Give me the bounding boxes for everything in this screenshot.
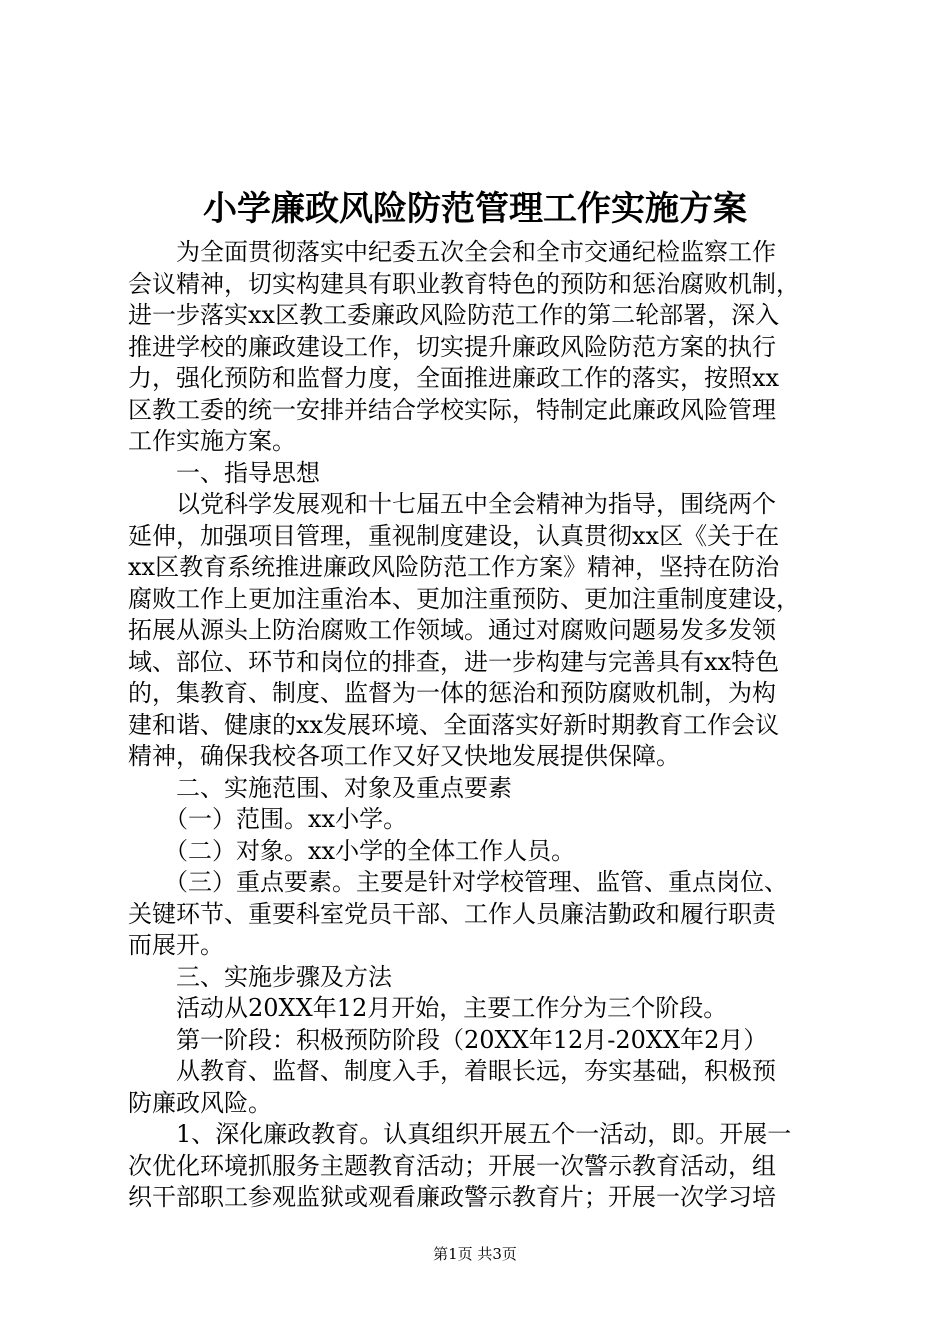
body-line: 力，强化预防和监督力度，全面推进廉政工作的落实，按照xx bbox=[128, 364, 780, 392]
body-line: 区教工委的统一安排并结合学校实际，特制定此廉政风险管理 bbox=[128, 396, 776, 424]
body-line: 活动从20XX年12月开始，主要工作分为三个阶段。 bbox=[128, 994, 728, 1022]
body-line: 会议精神，切实构建具有职业教育特色的预防和惩治腐败机制， bbox=[128, 270, 800, 298]
body-line: （二）对象。xx小学的全体工作人员。 bbox=[128, 837, 576, 865]
body-line: 的，集教育、制度、监督为一体的惩治和预防腐败机制，为构 bbox=[128, 679, 776, 707]
body-line: 腐败工作上更加注重治本、更加注重预防、更加注重制度建设， bbox=[128, 585, 800, 613]
body-line: 推进学校的廉政建设工作，切实提升廉政风险防范方案的执行 bbox=[128, 333, 776, 361]
body-line: 而展开。 bbox=[128, 931, 224, 959]
body-line: 次优化环境抓服务主题教育活动；开展一次警示教育活动，组 bbox=[128, 1152, 776, 1180]
body-line: 以党科学发展观和十七届五中全会精神为指导，围绕两个 bbox=[128, 490, 776, 518]
body-line: 建和谐、健康的xx发展环境、全面落实好新时期教育工作会议 bbox=[128, 711, 780, 739]
body-line: （一）范围。xx小学。 bbox=[128, 805, 408, 833]
body-line: 织干部职工参观监狱或观看廉政警示教育片；开展一次学习培 bbox=[128, 1183, 776, 1211]
section-heading: 二、实施范围、对象及重点要素 bbox=[128, 774, 512, 802]
body-line: 防廉政风险。 bbox=[128, 1089, 272, 1117]
body-line: 关键环节、重要科室党员干部、工作人员廉洁勤政和履行职责 bbox=[128, 900, 776, 928]
body-line: 拓展从源头上防治腐败工作领域。通过对腐败问题易发多发领 bbox=[128, 616, 776, 644]
page-number: 第1页 共3页 bbox=[433, 1245, 517, 1263]
body-line: 为全面贯彻落实中纪委五次全会和全市交通纪检监察工作 bbox=[128, 238, 776, 266]
body-line: 精神，确保我校各项工作又好又快地发展提供保障。 bbox=[128, 742, 680, 770]
section-heading: 三、实施步骤及方法 bbox=[128, 963, 392, 991]
body-line: 工作实施方案。 bbox=[128, 427, 296, 455]
body-line: 第一阶段：积极预防阶段（20XX年12月-20XX年2月） bbox=[128, 1026, 768, 1054]
section-heading: 一、指导思想 bbox=[128, 459, 320, 487]
body-line: 域、部位、环节和岗位的排查，进一步构建与完善具有xx特色 bbox=[128, 648, 780, 676]
body-line: 延伸，加强项目管理，重视制度建设，认真贯彻xx区《关于在 bbox=[128, 522, 780, 550]
body-line: 进一步落实xx区教工委廉政风险防范工作的第二轮部署，深入 bbox=[128, 301, 780, 329]
document-title: 小学廉政风险防范管理工作实施方案 bbox=[203, 189, 747, 229]
body-line: （三）重点要素。主要是针对学校管理、监管、重点岗位、 bbox=[128, 868, 788, 896]
body-line: 从教育、监督、制度入手，着眼长远，夯实基础，积极预 bbox=[128, 1057, 776, 1085]
body-line: 1、深化廉政教育。认真组织开展五个一活动，即。开展一 bbox=[128, 1120, 792, 1148]
body-line: xx区教育系统推进廉政风险防范工作方案》精神，坚持在防治 bbox=[128, 553, 780, 581]
